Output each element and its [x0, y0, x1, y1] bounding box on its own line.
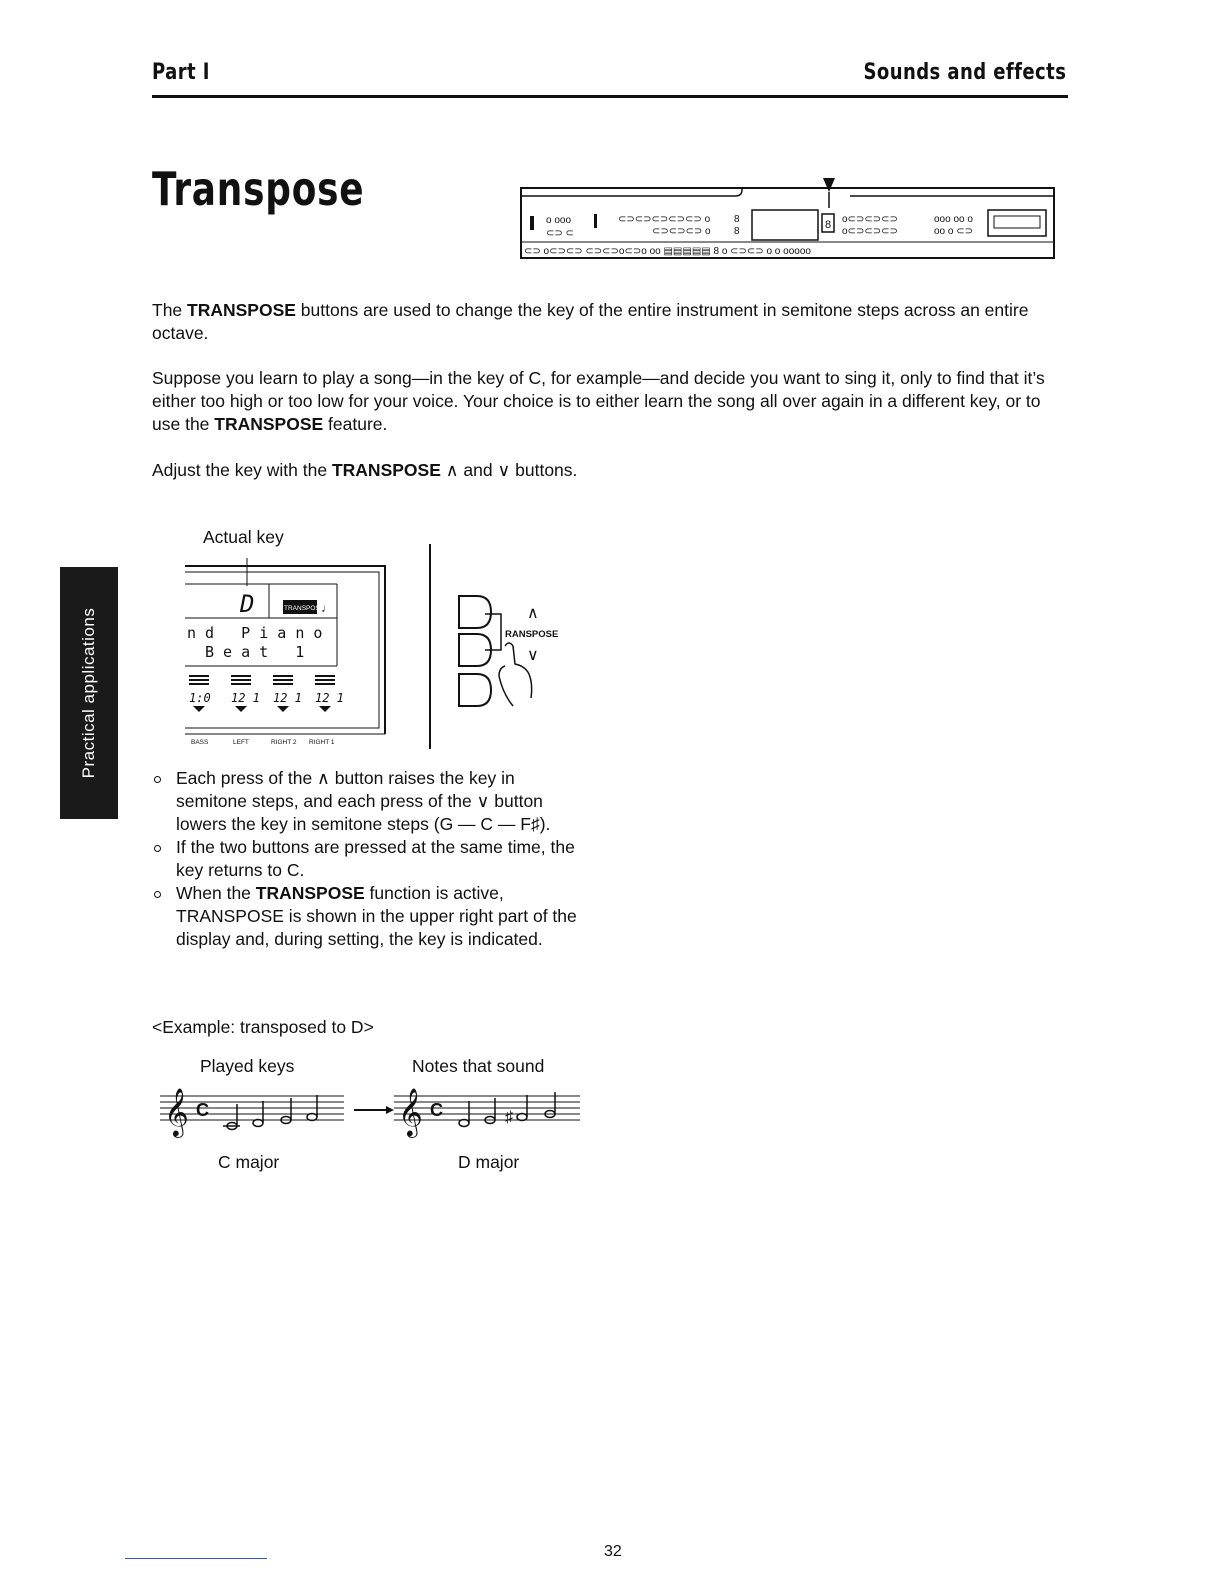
svg-text:C: C: [430, 1100, 443, 1120]
played-keys-caption: Played keys: [200, 1056, 295, 1076]
svg-text:⊂⊃ o⊂⊃⊂⊃ ⊂⊃⊂⊃o⊂⊃o oo: ⊂⊃ o⊂⊃⊂⊃ ⊂⊃⊂⊃o⊂⊃o oo ▤▤▤▤▤ 8 o ⊂⊃⊂⊃ o o ooooo: [524, 246, 811, 257]
header-part: Part I: [152, 60, 210, 85]
lcd-value-right1: 12 1: [315, 691, 344, 705]
svg-text:⊂⊃⊂⊃⊂⊃ o: ⊂⊃⊂⊃⊂⊃ o: [652, 226, 711, 237]
display-figure: [185, 556, 391, 748]
down-arrow-glyph: ∨: [527, 647, 539, 664]
svg-text:8: 8: [734, 214, 740, 225]
treble-clef-icon: 𝄞: [398, 1088, 423, 1135]
svg-text:ooo oo o: ooo oo o: [934, 214, 973, 225]
bullet-item: If the two buttons are pressed at the same time, the key returns to C.: [152, 836, 582, 882]
svg-text:C: C: [196, 1100, 209, 1120]
up-arrow-glyph: ∧: [527, 605, 539, 622]
transpose-keyword: TRANSPOSE: [331, 460, 441, 480]
notes-sound-caption: Notes that sound: [412, 1056, 545, 1076]
transpose-keyword: TRANSPOSE: [214, 414, 324, 434]
lcd-value-left: 12 1: [231, 691, 260, 705]
figure-divider: [429, 544, 431, 749]
scenario-paragraph: Suppose you learn to play a song—in the key of C, for example—and decide you want to sing it, only to find that it’s either too high or too low for your voice. Your choice is to either learn the song all over again in a different key, or to use the TRANSPOSE feature.: [152, 368, 1045, 434]
d-major-caption: D major: [458, 1152, 520, 1172]
svg-text:o⊂⊃⊂⊃⊂⊃: o⊂⊃⊂⊃⊂⊃: [842, 214, 898, 225]
bullet-item: When the TRANSPOSE function is active, TRANSPOSE is shown in the upper right part of the display and, during setting, the key is indicated.: [152, 882, 582, 951]
example-label: <Example: transposed to D>: [152, 1017, 374, 1037]
lcd-value-bass: 1:0: [189, 691, 211, 705]
svg-text:oo o ⊂⊃: oo o ⊂⊃: [934, 226, 973, 237]
footer-rule: [125, 1558, 267, 1559]
svg-text:♩: ♩: [321, 601, 333, 615]
svg-text:o ooo: o ooo: [546, 215, 572, 226]
transpose-keyword: TRANSPOSE: [187, 300, 296, 320]
instrument-panel-illustration: [520, 178, 1056, 260]
lcd-transpose-badge: TRANSPOSE: [284, 605, 325, 612]
lcd-line-1: n d P i a n o: [187, 624, 323, 642]
bullet-item: Each press of the ∧ button raises the key in semitone steps, and each press of the ∨ button lowers the key in semitone steps (G — C — F♯).: [152, 767, 582, 836]
svg-text:o⊂⊃⊂⊃⊂⊃: o⊂⊃⊂⊃⊂⊃: [842, 226, 898, 237]
svg-text:♯: ♯: [505, 1109, 513, 1126]
part-label-right2: RIGHT 2: [271, 739, 297, 746]
actual-key-label: Actual key: [203, 527, 284, 547]
transpose-button-label: RANSPOSE: [505, 629, 559, 640]
side-tab-label: Practical applications: [79, 607, 98, 779]
header-section: Sounds and effects: [863, 60, 1066, 85]
svg-text:8: 8: [734, 226, 740, 237]
lcd-value-right2: 12 1: [273, 691, 302, 705]
header-rule: [152, 95, 1068, 98]
c-major-caption: C major: [218, 1152, 280, 1172]
bullet-list: [152, 767, 582, 951]
treble-clef-icon: 𝄞: [164, 1088, 189, 1135]
music-staves-figure: [160, 1080, 590, 1150]
lcd-line-2: B e a t 1: [205, 643, 305, 661]
lcd-key-char: D: [240, 590, 255, 618]
page-number: 32: [604, 1543, 622, 1560]
svg-text:8: 8: [825, 219, 832, 231]
part-label-right1: RIGHT 1: [309, 739, 335, 746]
part-label-left: LEFT: [233, 739, 249, 746]
intro-paragraph: The TRANSPOSE buttons are used to change the key of the entire instrument in semitone steps across an entire octave.: [152, 300, 1029, 343]
transpose-buttons-figure: [455, 594, 575, 714]
side-section-tab: [60, 567, 118, 819]
svg-text:⊂⊃⊂⊃⊂⊃⊂⊃⊂⊃ o: ⊂⊃⊂⊃⊂⊃⊂⊃⊂⊃ o: [618, 214, 711, 225]
page-title: Transpose: [152, 162, 365, 216]
svg-text:⊂⊃ ⊂: ⊂⊃ ⊂: [546, 228, 574, 239]
adjust-paragraph: Adjust the key with the TRANSPOSE ∧ and ∨ buttons.: [152, 460, 578, 480]
part-label-bass: BASS: [191, 739, 209, 746]
